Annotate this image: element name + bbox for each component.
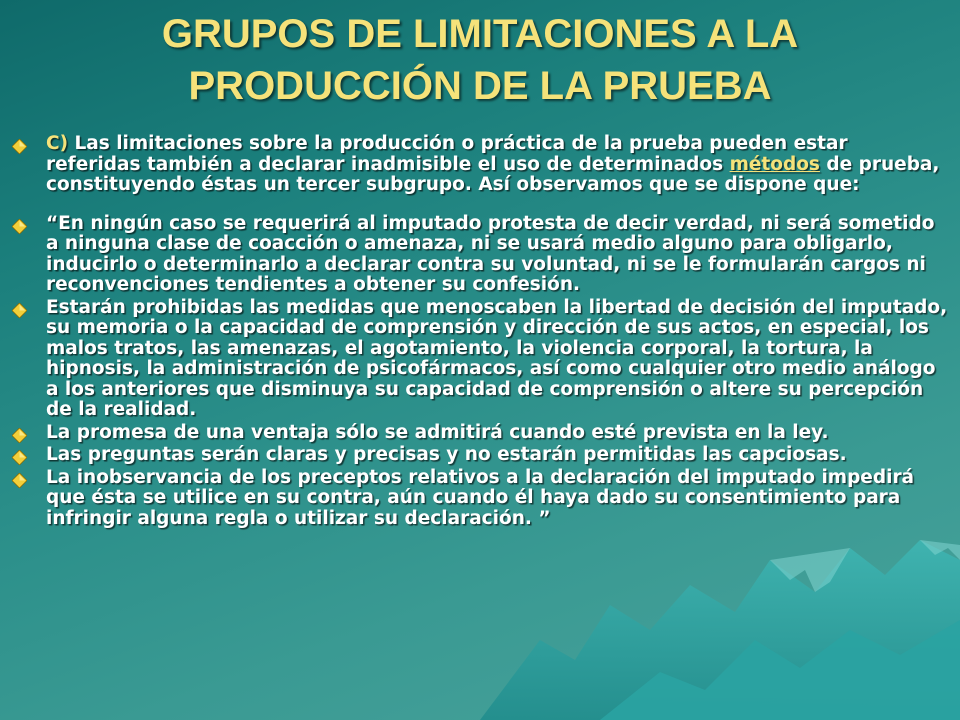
bullet-text: Las preguntas serán claras y precisas y no estarán permitidas las capciosas. <box>46 444 847 465</box>
bullet-list <box>12 134 948 531</box>
title-line-1: GRUPOS DE LIMITACIONES A LA <box>161 12 799 56</box>
bullet-item-prohibited-measures <box>12 298 948 421</box>
bullet-text: La promesa de una ventaja sólo se admitirá cuando esté prevista en la ley. <box>46 421 829 443</box>
bullet-text: La inobservancia de los preceptos relativos a la declaración del imputado impedirá que ésta se utilice en su contra, aún cuando él haya dado su consentimiento para infringir alguna regla o utilizar su declaración. ” <box>46 466 915 529</box>
bullet-text-continued: de prueba, constituyendo éstas un tercer subgrupo. Así observamos que se dispone que: <box>46 153 940 195</box>
bullet-text: “En ningún caso se requerirá al imputado protesta de decir verdad, ni será sometido a ninguna clase de coacción o amenaza, ni se usará medio alguno para obligarlo, inducirlo o determinarlo a declarar contra su voluntad, ni se le formularán cargos ni reconvenciones tendientes a obtener su confesión. <box>46 212 935 295</box>
bullet-item-questions <box>12 445 948 466</box>
slide-title <box>40 8 920 112</box>
bullet-item-nonobservance <box>12 468 948 530</box>
bullet-text: Estarán prohibidas las medidas que menoscaben la libertad de decisión del imputado, su memoria o la capacidad de comprensión y dirección de sus actos, en especial, los malos tratos, las amenazas, el agotamiento, la violencia corporal, la tortura, la hipnosis, la administración de psicofármacos, así como cualquier otro medio análogo a los anteriores que disminuya su capacidad de comprensión o altere su percepción de la realidad. <box>46 296 948 420</box>
bullet-text: Las limitaciones sobre la producción o práctica de la prueba pueden estar referidas también a declarar inadmisible el uso de determinados <box>46 133 848 175</box>
diamond-bullet-icon <box>12 139 27 154</box>
bullet-item-no-coercion <box>12 214 948 296</box>
title-line-2: PRODUCCIÓN DE LA PRUEBA <box>188 64 772 108</box>
diamond-bullet-icon <box>12 219 27 234</box>
bullet-item-promise <box>12 423 948 444</box>
bullet-item-c-methods <box>12 134 948 196</box>
diamond-bullet-icon <box>12 428 27 443</box>
bullet-label: C) <box>46 133 69 154</box>
diamond-bullet-icon <box>12 450 27 465</box>
diamond-bullet-icon <box>12 473 27 488</box>
methods-link[interactable]: métodos <box>729 153 820 175</box>
diamond-bullet-icon <box>12 303 27 318</box>
